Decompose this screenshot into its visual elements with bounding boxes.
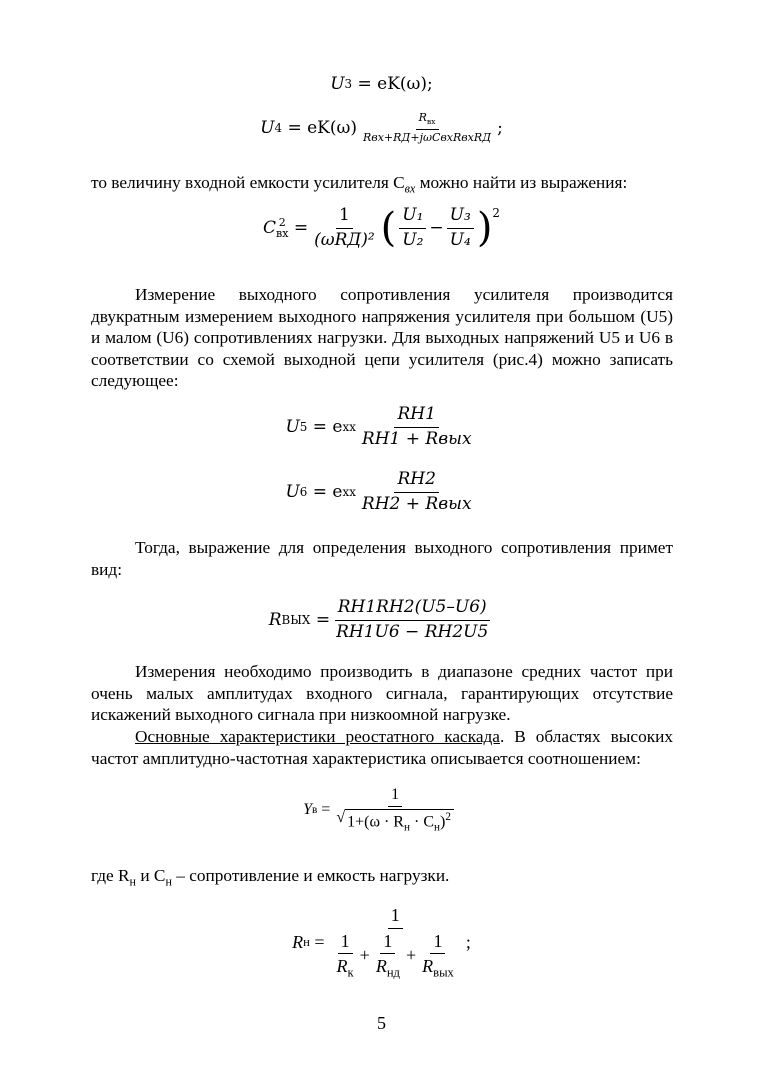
heading-link: Основные характеристики реостатного каскада (135, 727, 500, 746)
paragraph-input-capacitance: то величину входной емкости усилителя $C_{вх}$ можно найти из выражения: (91, 173, 628, 196)
equation-yv: Y в = 1 √ $1+(\omega \cdot R_н \cdot C_н)^2$ (0, 786, 763, 835)
paragraph-then: Тогда, выражение для определения выходного сопротивления примет вид: (91, 538, 673, 579)
paragraph-output-resistance: Измерение выходного сопротивления усилителя производится двукратным измерением выходного напряжения усилителя при большом (U5) и малом (U6) сопротивлениях нагрузки. Для выходных напряжений U5 и U6 в соответствии со схемой выходной цепи усилителя (рис.4) можно записать следующее: (91, 285, 673, 390)
paragraph-where: где $R_н$ и $C_н$ – сопротивление и емкость нагрузки. (91, 866, 450, 889)
equation-u4: U 4 = eK(ω) $\frac{R_{вх}}{\text{Rвх+RД+jωCвхRвхRД}}$ ; (260, 111, 503, 145)
equation-u3: U 3 = eK(ω); (330, 74, 433, 94)
equation-u6: U 6 = e xx $\frac{RН2}{\text{RН2 + Rвых}}$ (285, 469, 472, 514)
u4-fraction: $\frac{R_{вх}}{\text{Rвх+RД+jωCвхRвхRД}}$ (363, 111, 492, 145)
equation-rn: R н = 1 $\frac{1}{R_к}$ + $\frac{1}{R_{нд}}$ + $\frac{1}{R_{вых}}$ ; (292, 905, 471, 980)
paragraph-characteristics: Основные характеристики реостатного каскада. В областях высоких частот амплитудно-частотная характеристика описывается соотношением: (91, 727, 673, 768)
page-number: 5 (377, 1013, 386, 1033)
equation-cvx: C 2 вх = $\frac{1}{\text{(ωRД)²}}$ ( $\frac{\text{U₁}}{\text{U₂}}$ − $\frac{\text{U₃}}{\text{U₄}}$ ) $^2$ (263, 205, 500, 252)
paragraph-measurements: Измерения необходимо производить в диапазоне средних частот при очень малых амплитудах входного сигнала, гарантирующих отсутствие искажений выходного сигнала при низкоомной нагрузке. (91, 662, 673, 724)
equation-u5: U 5 = e xx $\frac{RН1}{\text{RН1 + Rвых}}$ (285, 404, 472, 449)
equation-rvyx: R ВЫХ = $\frac{RН1RН2(U5-U6)}{RН1U6 - RН2U5}$ (268, 597, 489, 642)
